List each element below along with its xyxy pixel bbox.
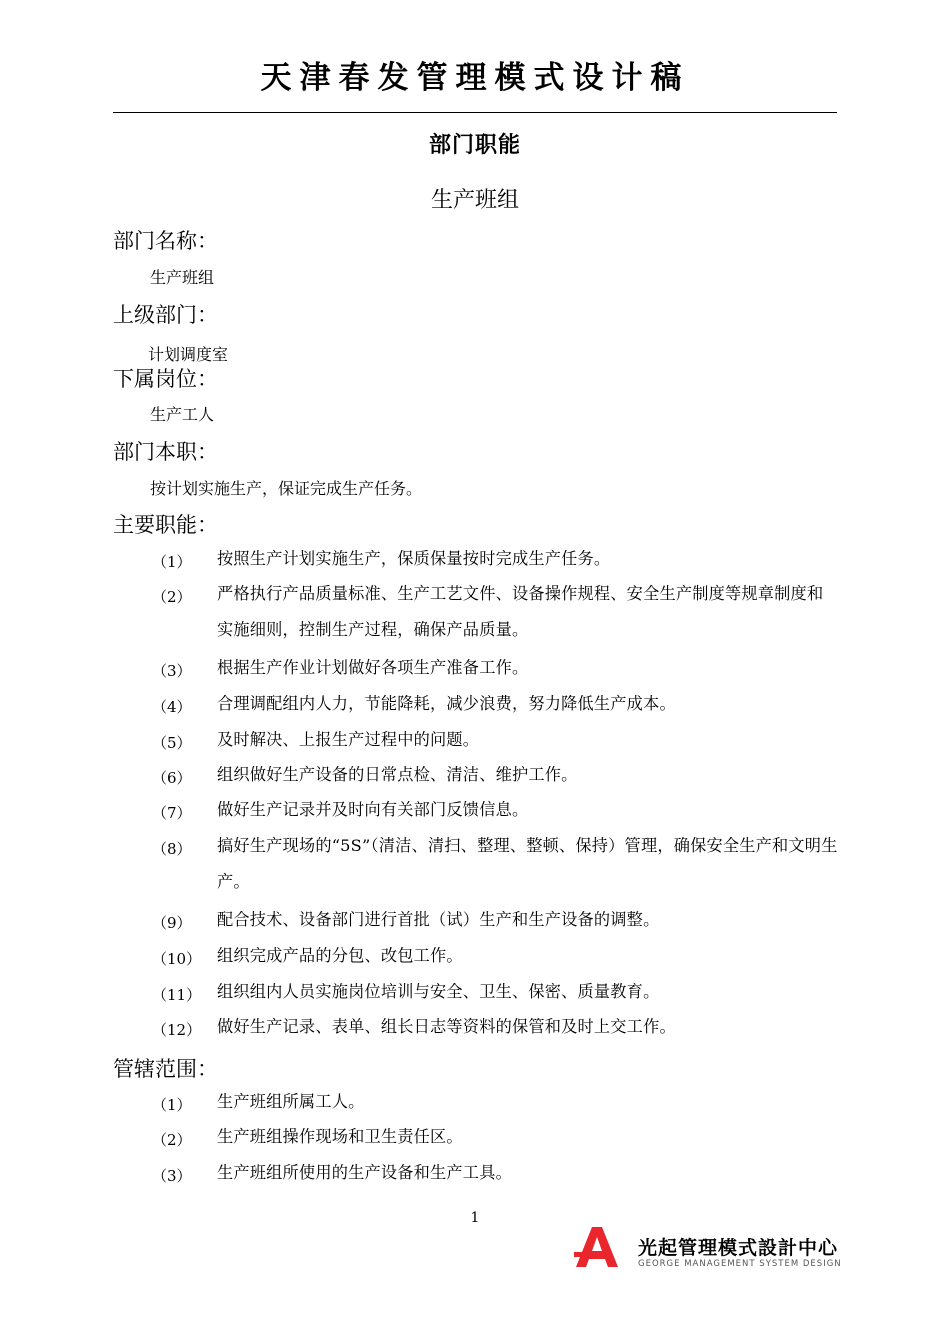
list-item-number: （4） [152, 698, 192, 716]
list-item-text: 合理调配组内人力，节能降耗，减少浪费，努力降低生产成本。 [217, 694, 676, 713]
list-item-text: 及时解决、上报生产过程中的问题。 [217, 730, 480, 749]
list-item-text: 组织完成产品的分包、改包工作。 [217, 946, 463, 965]
list-item-text: 搞好生产现场的“5S”（清洁、清扫、整理、整顿、保持）管理，确保安全生产和文明生产。 [217, 836, 838, 891]
page-number: 1 [470, 1210, 480, 1226]
list-item-text: 根据生产作业计划做好各项生产准备工作。 [217, 658, 529, 677]
department-title: 生产班组 [430, 188, 519, 213]
duty-heading: 部门本职： [113, 440, 218, 464]
list-item-text: 做好生产记录并及时向有关部门反馈信息。 [217, 800, 529, 819]
logo-english-name: GEORGE MANAGEMENT SYSTEM DESIGN [638, 1259, 842, 1269]
list-item-number: （1） [152, 1096, 192, 1114]
company-logo-icon [574, 1226, 620, 1268]
list-item-number: （11） [152, 986, 202, 1004]
list-item-number: （3） [152, 662, 192, 680]
dept-name-value: 生产班组 [150, 268, 215, 287]
list-item-number: （2） [152, 1131, 192, 1149]
list-item-number: （7） [152, 804, 192, 822]
list-item-text: 严格执行产品质量标准、生产工艺文件、设备操作规程、安全生产制度等规章制度和实施细则，控制生产过程，确保产品质量。 [217, 584, 824, 639]
list-item-number: （3） [152, 1167, 192, 1185]
list-item-number: （12） [152, 1021, 202, 1039]
list-item-text: 做好生产记录、表单、组长日志等资料的保管和及时上交工作。 [217, 1017, 676, 1036]
subordinate-value: 生产工人 [150, 405, 215, 424]
list-item-number: （5） [152, 734, 192, 752]
list-item-number: （8） [152, 840, 192, 858]
list-item-number: （6） [152, 769, 192, 787]
list-item-number: （2） [152, 588, 192, 606]
scope-heading: 管辖范围： [113, 1057, 218, 1081]
list-item-text: 生产班组所属工人。 [217, 1092, 365, 1111]
list-item-text: 组织做好生产设备的日常点检、清洁、维护工作。 [217, 765, 578, 784]
functions-heading: 主要职能： [113, 513, 218, 537]
header-rule [113, 112, 837, 113]
list-item-number: （1） [152, 553, 192, 571]
section-title: 部门职能 [428, 133, 521, 158]
superior-value: 计划调度室 [148, 345, 229, 364]
list-item-text: 组织组内人员实施岗位培训与安全、卫生、保密、质量教育。 [217, 982, 660, 1001]
document-title: 天津春发管理模式设计稿 [260, 60, 690, 96]
dept-name-heading: 部门名称： [113, 229, 218, 253]
duty-value: 按计划实施生产，保证完成生产任务。 [150, 479, 423, 498]
list-item-text: 生产班组所使用的生产设备和生产工具。 [217, 1163, 512, 1182]
subordinate-heading: 下属岗位： [113, 367, 218, 391]
superior-heading: 上级部门： [113, 303, 218, 327]
list-item-text: 配合技术、设备部门进行首批（试）生产和生产设备的调整。 [217, 910, 660, 929]
logo-chinese-name: 光起管理模式設計中心 [638, 1237, 839, 1259]
list-item-text: 生产班组操作现场和卫生责任区。 [217, 1127, 463, 1146]
list-item-number: （10） [152, 950, 202, 968]
list-item-text: 按照生产计划实施生产，保质保量按时完成生产任务。 [217, 549, 611, 568]
list-item-number: （9） [152, 914, 192, 932]
